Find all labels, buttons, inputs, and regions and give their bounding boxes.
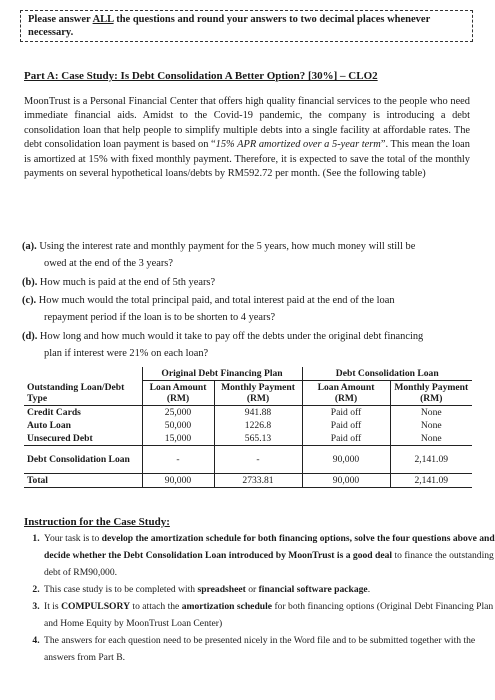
row-monthly-original: 941.88 [214, 406, 302, 420]
row-monthly-consolidation: 2,141.09 [390, 446, 472, 474]
instructions-title: Instruction for the Case Study: [24, 516, 170, 528]
table-row [24, 432, 472, 446]
row-amount-consolidation: 90,000 [302, 446, 390, 474]
debt-comparison-table [24, 367, 472, 488]
row-monthly-original: 565.13 [214, 432, 302, 446]
instr-bold: develop the amortization schedule for both financing options, solve the four questions above and decide whether the Debt Consolidation Loan introduced by MoonTrust is a good deal [44, 533, 495, 561]
row-monthly-consolidation: None [390, 432, 472, 446]
question-text-line2: plan if interest were 21% on each loan? [44, 348, 209, 359]
question-text-line2: owed at the end of the 3 years? [44, 258, 173, 269]
instr-text: It is [44, 601, 62, 612]
case-intro-paragraph [24, 95, 470, 181]
question-text-line1: How much would the total principal paid, and total interest paid at the end of the loan [38, 295, 395, 306]
row-amount-original: 15,000 [142, 432, 214, 446]
instruction-item-4 [42, 632, 495, 666]
question-text-line1: How long and how much would it take to pay off the debts under the original debt financing [39, 331, 424, 342]
instruction-item-3 [42, 598, 495, 632]
question-label: (b). [22, 277, 38, 288]
instr-bold: amortization schedule [181, 601, 273, 612]
instr-text: This case study is to be completed with [44, 584, 198, 595]
intro-text-1: MoonTrust is a Personal Financial Center that offers high quality financial services to the people who need immediate financial aids. Amidst to the Covid-19 pandemic, the company is introducing a debt consolidation loan that help people to simplify multiple debts into a single facility at affordable rates. The debt consolidation loan payment is based on “ [24, 96, 470, 151]
group-header-consolidation: Debt Consolidation Loan [302, 367, 472, 381]
row-monthly-original: - [214, 446, 302, 474]
group-header-original: Original Debt Financing Plan [142, 367, 302, 381]
row-amount-original: 25,000 [142, 406, 214, 420]
instr-text: The answers for each question need to be presented nicely in the Word file and to be submitted together with the answers from Part B. [44, 635, 476, 663]
instructions-list [12, 530, 495, 666]
instr-text: for both financing options (Original Debt Financing Plan and Home Equity by MoonTrust Loan Center) [44, 601, 494, 629]
question-label: (d). [22, 331, 38, 342]
row-monthly-consolidation: 2,141.09 [390, 474, 472, 488]
row-amount-consolidation: Paid off [302, 406, 390, 420]
question-label: (c). [22, 295, 37, 306]
instr-bold: financial software package [258, 584, 368, 595]
instruction-item-1 [42, 530, 495, 581]
row-type: Total [24, 474, 142, 488]
row-amount-original: - [142, 446, 214, 474]
row-amount-original: 50,000 [142, 419, 214, 432]
instr-bold: COMPULSORY [61, 601, 131, 612]
instruction-item-2 [42, 581, 495, 598]
question-d [22, 328, 472, 362]
row-monthly-consolidation: None [390, 419, 472, 432]
row-type: Unsecured Debt [24, 432, 142, 446]
question-text-line1: How much is paid at the end of 5th years? [39, 277, 216, 288]
header-monthly-payment-consolidation: Monthly Payment (RM) [390, 381, 472, 406]
notice-text-2: the questions and round your answers to two decimal places whenever necessary. [28, 14, 431, 38]
question-a [22, 238, 472, 272]
row-type: Debt Consolidation Loan [24, 446, 142, 474]
row-amount-original: 90,000 [142, 474, 214, 488]
instr-text: . [367, 584, 371, 595]
table-row [24, 446, 472, 474]
instr-text: to finance the outstanding debt of RM90,000. [44, 550, 494, 578]
header-monthly-payment-original: Monthly Payment (RM) [214, 381, 302, 406]
intro-quote: 15% APR amortized over a 5-year term [215, 139, 381, 151]
row-type: Credit Cards [27, 407, 81, 418]
instr-text: to attach the [130, 601, 182, 612]
instr-text: or [245, 584, 259, 595]
header-loan-amount-original: Loan Amount (RM) [142, 381, 214, 406]
part-a-title: Part A: Case Study: Is Debt Consolidation A Better Option? [30%] – CLO2 [24, 70, 378, 82]
table-row [24, 406, 472, 420]
row-amount-consolidation: 90,000 [302, 474, 390, 488]
question-b [22, 274, 472, 291]
instr-bold: spreadsheet [197, 584, 246, 595]
header-loan-type: Outstanding Loan/Debt Type [24, 381, 142, 406]
row-amount-consolidation: Paid off [302, 419, 390, 432]
notice-text-1: Please answer [28, 14, 93, 25]
table-row [24, 419, 472, 432]
row-monthly-original: 1226.8 [214, 419, 302, 432]
question-text-line2: repayment period if the loan is to be shorten to 4 years? [44, 312, 276, 323]
question-text-line1: Using the interest rate and monthly payment for the 5 years, how much money will still be [39, 241, 416, 252]
intro-text-2: ”. This mean the loan is amortized at 15% with fixed monthly payment. Therefore, it is expected to save the total of the monthly payments on several hypothetical loans/debts by RM592.72 per month. (See the following table) [24, 139, 470, 180]
row-monthly-original: 2733.81 [214, 474, 302, 488]
row-amount-consolidation: Paid off [302, 432, 390, 446]
instr-text: Your task is to [44, 533, 102, 544]
instructions-notice-box [20, 10, 473, 42]
question-c [22, 292, 472, 326]
notice-all-emphasis: ALL [92, 14, 114, 25]
question-label: (a). [22, 241, 37, 252]
row-monthly-consolidation: None [390, 406, 472, 420]
table-row-total [24, 474, 472, 488]
row-type: Auto Loan [27, 420, 71, 431]
header-loan-amount-consolidation: Loan Amount (RM) [302, 381, 390, 406]
